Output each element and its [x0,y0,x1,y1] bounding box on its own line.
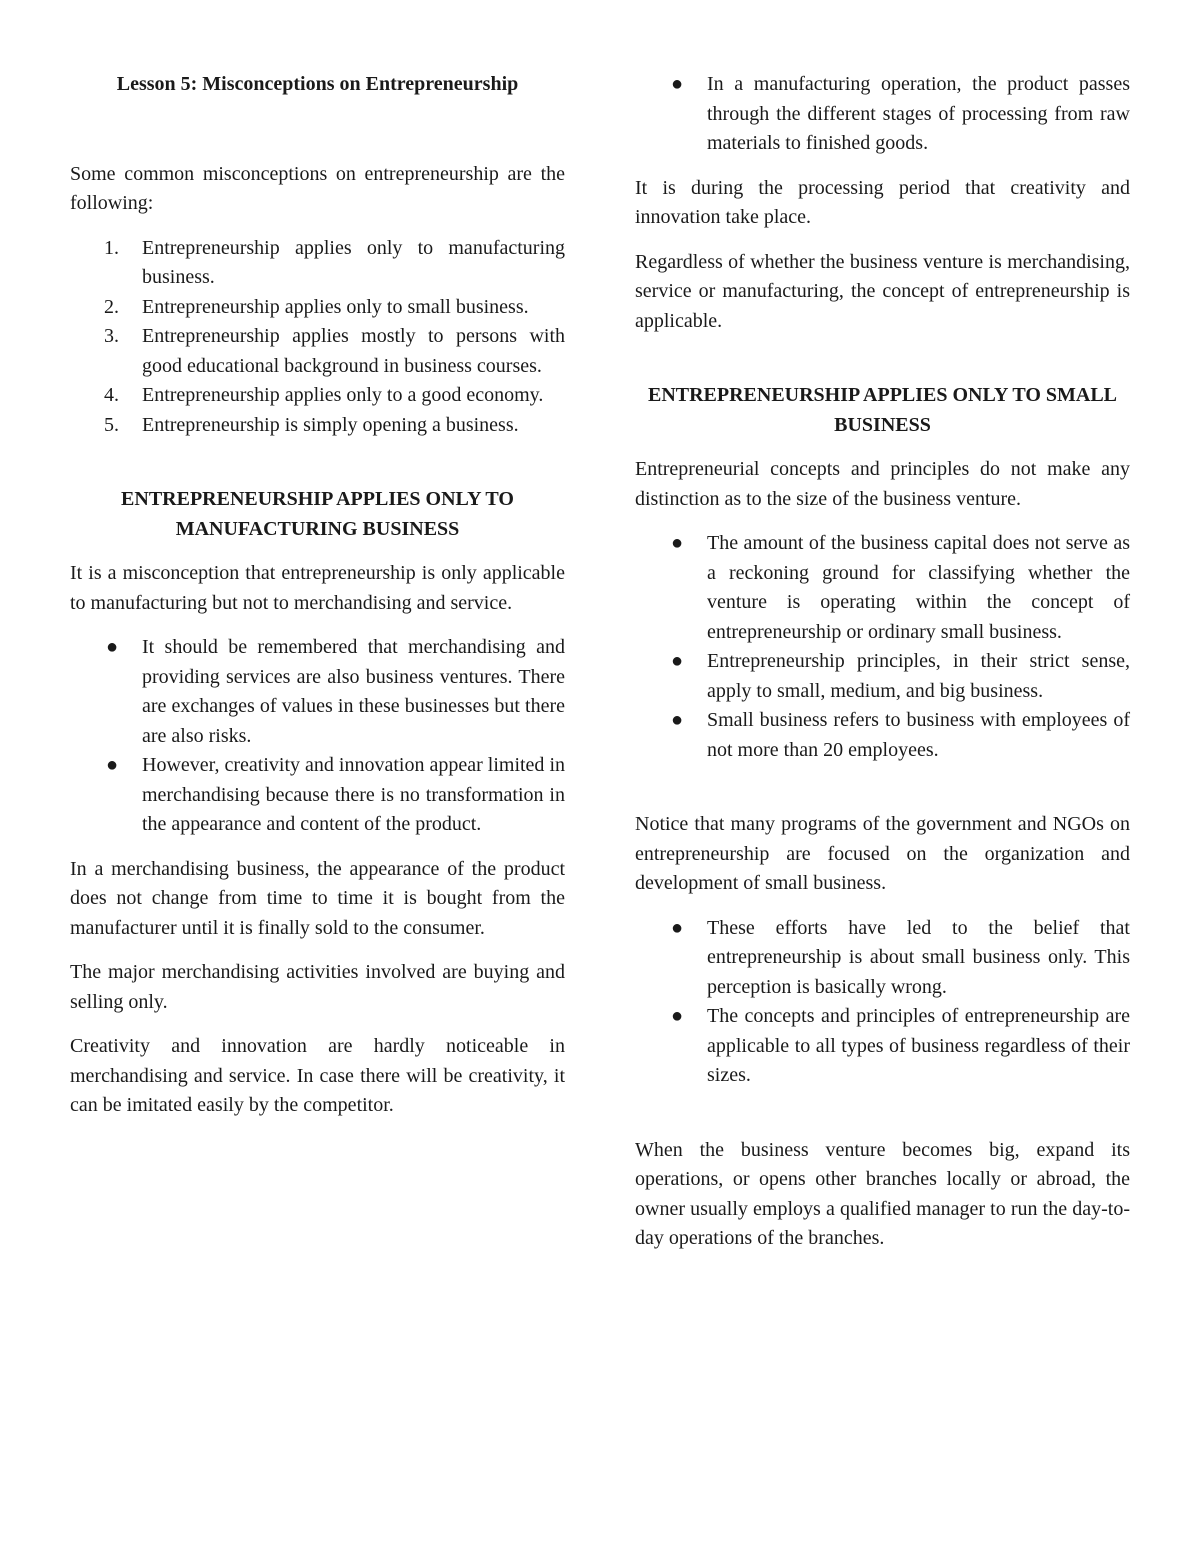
list-item: ● Entrepreneurship principles, in their strict sense, apply to small, medium, and big business. [635,647,1130,706]
list-item: ● Small business refers to business with employees of not more than 20 employees. [635,706,1130,765]
list-item: ● In a manufacturing operation, the product passes through the different stages of processing from raw materials to finished goods. [635,70,1130,159]
list-item: ● These efforts have led to the belief that entrepreneurship is about small business only. This perception is basically wrong. [635,914,1130,1003]
list-item: ● However, creativity and innovation appear limited in merchandising because there is no transformation in the appearance and content of the product. [70,751,565,840]
list-item: 3. Entrepreneurship applies mostly to persons with good educational background in business courses. [104,325,565,377]
section-heading-manufacturing: ENTREPRENEURSHIP APPLIES ONLY TO MANUFACTURING BUSINESS [121,488,514,540]
bullet-icon: ● [671,916,684,939]
section-heading-small-business: ENTREPRENEURSHIP APPLIES ONLY TO SMALL BUSINESS [647,384,1117,436]
list-item: 4. Entrepreneurship applies only to a good economy. [104,384,544,406]
paragraph: It is during the processing period that creativity and innovation take place. [635,176,1130,228]
bullet-list [635,914,1130,1091]
paragraph: Entrepreneurial concepts and principles do not make any distinction as to the size of the business venture. [635,458,1130,510]
bullet-icon: ● [106,636,119,658]
bullet-icon: ● [671,709,684,731]
list-item: ● The concepts and principles of entrepreneurship are applicable to all types of business regardless of their sizes. [635,1002,1130,1091]
bullet-icon: ● [671,73,684,95]
paragraph: It is a misconception that entrepreneurship is only applicable to manufacturing but not to merchandising and service. [70,562,565,614]
list-item: ● The amount of the business capital does not serve as a reckoning ground for classifying whether the venture is operating within the concept of entrepreneurship or ordinary small business. [635,529,1130,647]
list-item: 5. Entrepreneurship is simply opening a business. [104,413,519,436]
list-item: 1. Entrepreneurship applies only to manufacturing business. [104,236,565,288]
paragraph: In a merchandising business, the appearance of the product does not change from time to time it is bought from the manufacturer until it is finally sold to the consumer. [70,857,565,939]
paragraph: Notice that many programs of the government and NGOs on entrepreneurship are focused on the organization and development of small business. [635,813,1130,894]
bullet-list [70,633,565,840]
right-column [635,70,1130,1269]
list-item: 2. Entrepreneurship applies only to small business. [104,295,529,318]
bullet-icon: ● [671,1005,684,1027]
intro-paragraph: Some common misconceptions on entrepreneurship are the following: [70,162,565,214]
paragraph: The major merchandising activities involved are buying and selling only. [70,961,565,1013]
paragraph: Regardless of whether the business venture is merchandising, service or manufacturing, the concept of entrepreneurship is applicable. [635,250,1130,332]
bullet-list [635,529,1130,765]
bullet-icon: ● [671,650,684,672]
list-item: ● It should be remembered that merchandising and providing services are also business ventures. There are exchanges of values in these businesses but there are also risks. [70,633,565,751]
paragraph: Creativity and innovation are hardly noticeable in merchandising and service. In case there will be creativity, it can be imitated easily by the competitor. [70,1035,565,1116]
left-column [70,70,565,1136]
bullet-list [635,70,1130,159]
bullet-icon: ● [106,754,119,776]
misconceptions-list [70,234,565,441]
bullet-icon: ● [671,532,684,554]
paragraph: When the business venture becomes big, expand its operations, or opens other branches locally or abroad, the owner usually employs a qualified manager to run the day-to-day operations of the branches. [635,1138,1130,1249]
lesson-title: Lesson 5: Misconceptions on Entrepreneurship [116,73,519,95]
